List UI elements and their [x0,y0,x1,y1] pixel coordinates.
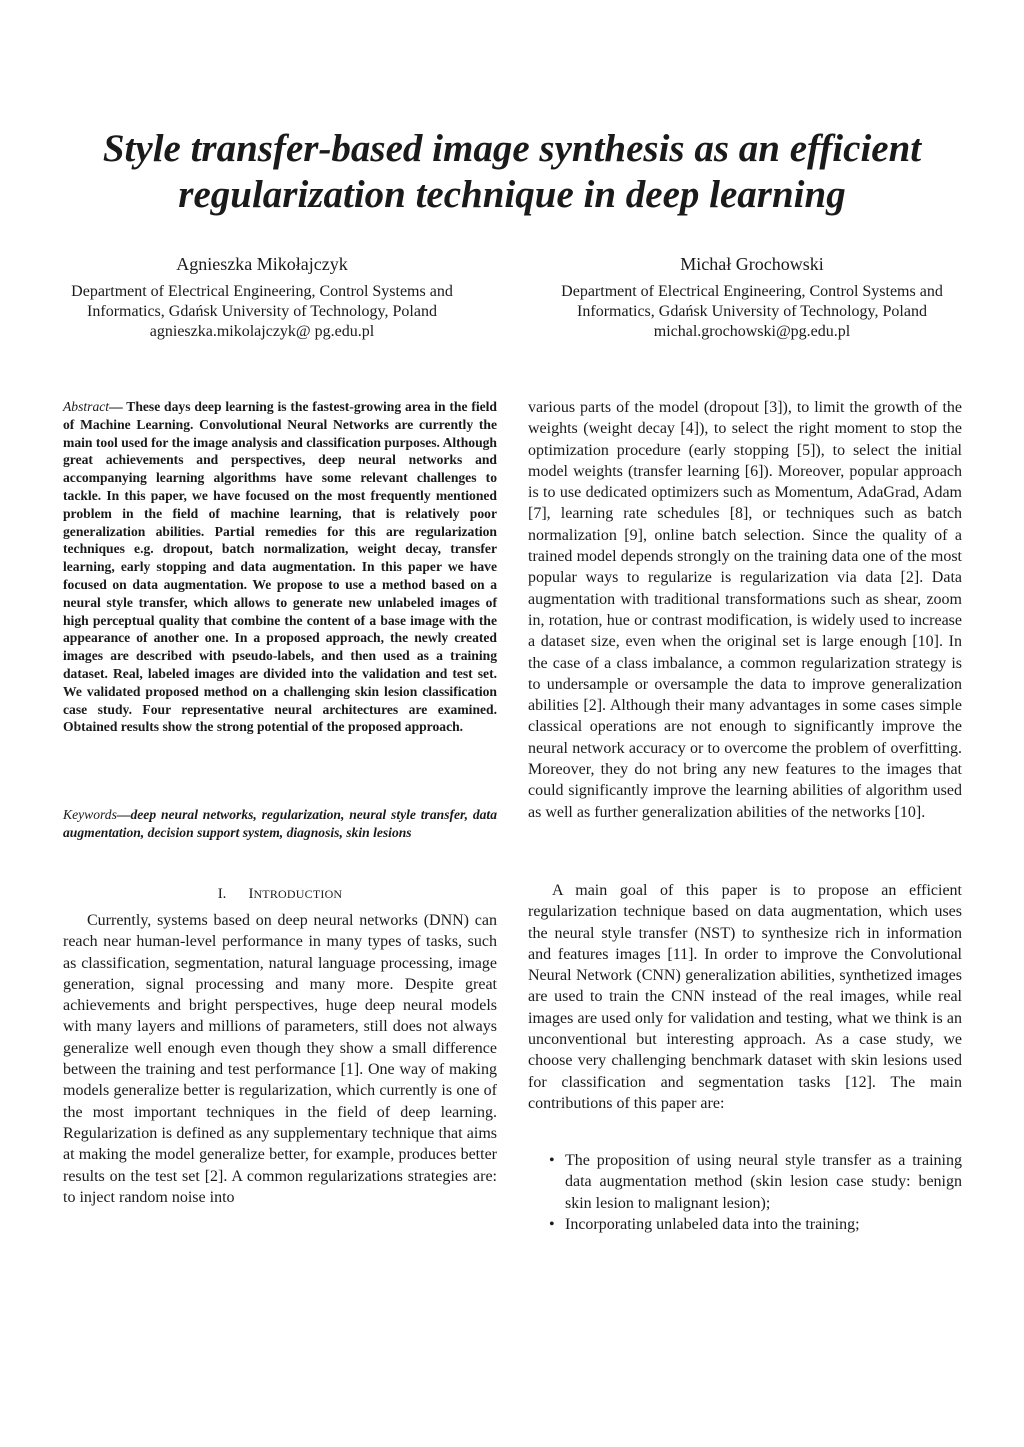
abstract [63,398,497,736]
paper-title-line-2: regularization technique in deep learning [178,173,846,216]
body-paragraph-goal: A main goal of this paper is to propose an efficient regularization technique based on data augmentation, which uses the neural style transfer (NST) to synthesize rich in information and features images [11]. In order to improve the Convolutional Neural Network (CNN) generalization abilities, synthetized images are used to train the CNN instead of the real images, while real images are used only for validation and testing, what we think is an unconventional but interesting approach. As a case study, we choose very challenging benchmark dataset with skin lesions used for classification and segmentation tasks [12]. The main contributions of this paper are: [528,882,962,1112]
author-name: Agnieszka Mikołajczyk [176,254,348,274]
section-heading-introduction [63,884,497,904]
keywords-dash: — [116,807,131,822]
keywords-label: Keywords [63,807,117,822]
bullet-icon: • [549,1152,555,1169]
abstract-text: These days deep learning is the fastest-growing area in the field of Machine Learning. Convolutional Neural Networks are currently the main tool used for the image analysis and classification purposes. Although great achievements and perspectives, deep neural networks and accompanying learning algorithms have some relevant challenges to tackle. In this paper, we have focused on the most frequently mentioned problem in the field of machine learning, that is relatively poor generalization abilities. Partial remedies for this are regularization techniques e.g. dropout, batch normalization, weight decay, transfer learning, early stopping and data augmentation. In this paper we have focused on data augmentation. We propose to use a method based on a neural style transfer, which allows to generate new unlabeled images of high perceptual quality that combine the content of a base image with the appearance of another one. In a proposed approach, the newly created images are described with pseudo-labels, and then used as a training dataset. Real, labeled images are divided into the validation and test set. We validated proposed method on a challenging skin lesion classification case study. Four representative neural architectures are examined. Obtained results show the strong potential of the proposed approach. [63,399,497,735]
bullet-icon: • [549,1215,555,1233]
abstract-label: Abstract [63,399,110,414]
keywords-text: deep neural networks, regularization, neural style transfer, data augmentation, decision support system, diagnosis, skin lesions [63,807,497,840]
author-affiliation: Department of Electrical Engineering, Control Systems and [561,283,943,300]
list-item [545,1150,962,1214]
section-number: I. [217,886,227,902]
paper-title [40,126,984,218]
author-affiliation: Department of Electrical Engineering, Control Systems and [71,283,453,300]
section-title-initial: I [248,886,254,902]
list-item [545,1214,962,1235]
intro-paragraph: Currently, systems based on deep neural networks (DNN) can reach near human-level performance in many types of tasks, such as classification, segmentation, natural language processing, image generation, signal processing and many more. Despite great achievements and bright perspectives, huge deep neural models with many layers and millions of parameters, still does not always generalize well enough even though they show a small difference between the training and test performance [1]. One way of making models generalize better is regularization, which currently is one of the most important techniques in the field of deep learning. Regularization is defined as any supplementary technique that aims at making the model generalize better, for example, produces better results on the test set [2]. A common regularizations strategies are: to inject random noise into [63,912,497,1206]
keywords [63,806,497,842]
list-item-text: The proposition of using neural style transfer as a training data augmentation method (skin lesion case study: benign skin lesion to malignant lesion); [565,1152,962,1212]
author-block-1 [27,252,497,342]
author-name: Michał Grochowski [680,254,824,274]
contributions-list [545,1150,962,1235]
author-email: agnieszka.mikolajczyk@ pg.edu.pl [149,323,375,340]
author-email: michal.grochowski@pg.edu.pl [653,323,851,340]
author-affiliation: Informatics, Gdańsk University of Technology, Poland [577,303,927,320]
paper-title-line-1: Style transfer-based image synthesis as an efficient [102,127,922,170]
list-item-text: Incorporating unlabeled data into the training; [565,1215,860,1233]
abstract-dash: — [109,399,127,414]
body-paragraph-regularization: various parts of the model (dropout [3]), to limit the growth of the weights (weight decay [4]), to select the right moment to stop the optimization procedure (early stopping [5]), to select the initial model weights (transfer learning [6]). Moreover, popular approach is to use dedicated optimizers such as Momentum, AdaGrad, Adam [7], learning rate schedules [8], or techniques such as batch normalization [9], online batch selection. Since the quality of a trained model depends strongly on the training data one of the most popular ways to regularize is regularization via data [2]. Data augmentation with traditional transformations such as shear, zoom in, rotation, hue or contrast modification, is widely used to increase a dataset size, even when the original set is large enough [10]. In the case of a class imbalance, a common regularization strategy is to undersample or oversample the data to improve generalization abilities [2]. Although their many advantages in some cases simple classical operations are not enough to significantly improve the neural network accuracy or to overcome the problem of overfitting. Moreover, they do not bring any new features to the images that could significantly improve the learning abilities of algorithm used as well as further generalization abilities of the networks [10]. [528,399,962,821]
author-block-2 [517,252,987,342]
author-affiliation: Informatics, Gdańsk University of Technology, Poland [87,303,437,320]
section-title-rest: NTRODUCTION [253,887,343,901]
